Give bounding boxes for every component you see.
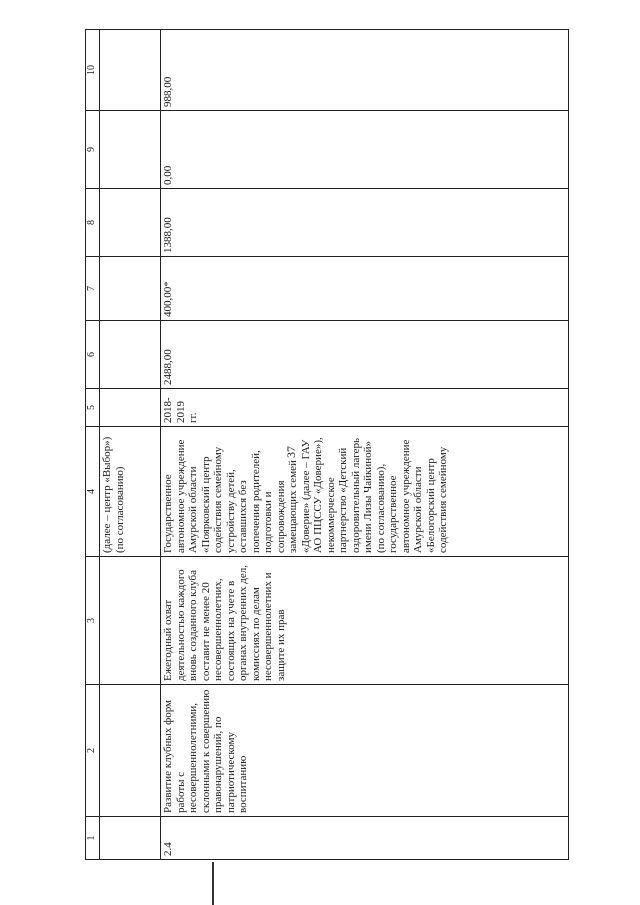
header-cell: 7 <box>86 257 100 321</box>
empty-cell <box>100 685 161 817</box>
amount-2020-cell: 988,00 <box>161 30 569 111</box>
amount-2017-cell: 400,00* <box>161 257 569 321</box>
header-cell: 2 <box>86 685 100 817</box>
item-number-cell: 2.4 <box>161 817 569 860</box>
programme-table <box>85 29 569 860</box>
empty-cell <box>100 389 161 427</box>
rotated-table-wrapper <box>85 30 585 860</box>
total-amount-cell: 2488,00 <box>161 321 569 389</box>
header-cell: 1 <box>86 817 100 860</box>
executor-cell: Государственное автономное учреждение Амурской области «Поярковский центр содействия семейному устройству детей, оставшихся без попечения родителей, подготовки и сопровождения замещающих семей «Доверие» (далее – ГАУ АО ПЦССУ «Доверие»), некоммерческое партнерство «Детский оздоровительный лагерь имени Лизы Чайкиной» (по согласованию), государственное автономное учреждение Амурской области «Белогорский центр содействия семейному <box>161 427 569 557</box>
amount-2018-cell: 1388,00 <box>161 189 569 257</box>
empty-cell <box>100 257 161 321</box>
empty-cell <box>100 111 161 189</box>
header-cell: 3 <box>86 557 100 685</box>
header-cell: 5 <box>86 389 100 427</box>
empty-cell <box>100 189 161 257</box>
empty-cell <box>100 817 161 860</box>
empty-cell <box>100 321 161 389</box>
expected-result-cell: Ежегодный охват деятельностью каждого вновь созданного клуба составит не менее 20 несовершеннолетних, состоящих на учете в органах внутренних дел, комиссиях по делам несовершеннолетних и защите их прав <box>161 557 569 685</box>
activity-name-cell: Развитие клубных форм работы с несовершеннолетними, склонными к совершению правонарушений, по патриотическому воспитанию <box>161 685 569 817</box>
header-cell: 8 <box>86 189 100 257</box>
period-cell: 2018-2019 гг. <box>161 389 569 427</box>
header-cell: 6 <box>86 321 100 389</box>
header-cell: 10 <box>86 30 100 111</box>
header-row <box>86 30 100 860</box>
empty-cell <box>100 30 161 111</box>
amount-2019-cell: 0,00 <box>161 111 569 189</box>
continuation-row <box>100 30 161 860</box>
table-row <box>161 30 569 860</box>
executor-continuation-cell: (далее – центр «Выбор») (по согласованию) <box>100 427 161 557</box>
empty-cell <box>100 557 161 685</box>
binding-mark <box>212 862 214 905</box>
header-cell: 4 <box>86 427 100 557</box>
header-cell: 9 <box>86 111 100 189</box>
page-number: 37 <box>284 446 298 458</box>
